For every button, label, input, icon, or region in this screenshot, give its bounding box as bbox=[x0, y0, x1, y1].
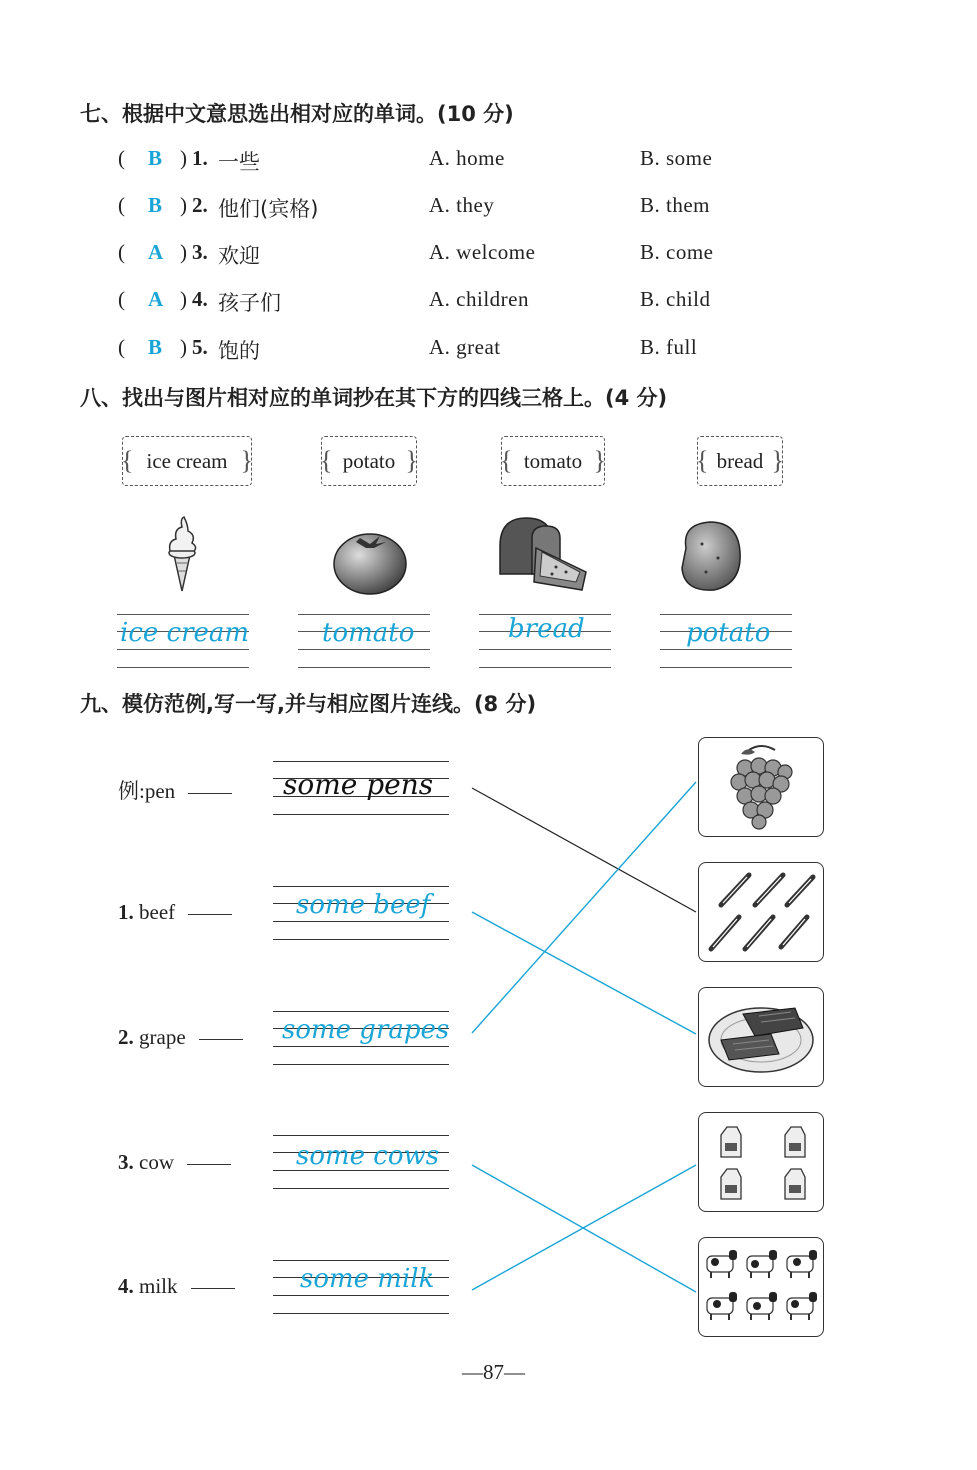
item-label: 3. cow bbox=[118, 1150, 231, 1175]
section7-heading: 七、根据中文意思选出相对应的单词。(10 分) bbox=[80, 102, 514, 126]
handwritten-answer: bread bbox=[508, 614, 585, 644]
beef-icon bbox=[699, 988, 823, 1086]
handwritten-answer: some milk bbox=[300, 1264, 435, 1294]
handwritten-answer: some grapes bbox=[282, 1015, 450, 1045]
handwritten-answer: potato bbox=[686, 618, 771, 648]
handwritten-answer: some cows bbox=[296, 1141, 440, 1171]
example-label: 例:pen bbox=[118, 775, 232, 805]
match-line-grape bbox=[472, 782, 696, 1033]
word-box-ice-cream: { ice cream } bbox=[122, 436, 252, 486]
handwritten-answer: some beef bbox=[296, 890, 431, 920]
picture-grapes bbox=[698, 737, 824, 837]
example-match-line bbox=[472, 788, 696, 912]
milk-cartons-icon bbox=[699, 1113, 823, 1211]
word-box-tomato: { tomato } bbox=[501, 436, 605, 486]
example-answer: some pens bbox=[283, 768, 434, 801]
grapes-icon bbox=[699, 738, 823, 836]
answer-letter: A bbox=[148, 287, 164, 311]
answer-letter: B bbox=[148, 193, 163, 217]
picture-pens bbox=[698, 862, 824, 962]
cows-icon bbox=[699, 1238, 823, 1336]
word-box-potato: { potato } bbox=[321, 436, 417, 486]
section8-heading: 八、找出与图片相对应的单词抄在其下方的四线三格上。(4 分) bbox=[80, 386, 668, 410]
handwritten-answer: ice cream bbox=[120, 618, 250, 648]
picture-beef bbox=[698, 987, 824, 1087]
match-line-beef bbox=[472, 912, 696, 1034]
picture-milk bbox=[698, 1112, 824, 1212]
answer-letter: B bbox=[148, 335, 163, 359]
item-label: 4. milk bbox=[118, 1274, 235, 1299]
answer-letter: A bbox=[148, 240, 164, 264]
handwritten-answer: tomato bbox=[322, 618, 415, 648]
answer-letter: B bbox=[148, 146, 163, 170]
item-label: 1. beef bbox=[118, 900, 232, 925]
picture-cows bbox=[698, 1237, 824, 1337]
word-box-bread: { bread } bbox=[697, 436, 783, 486]
item-label: 2. grape bbox=[118, 1025, 243, 1050]
pens-icon bbox=[699, 863, 823, 961]
section9-heading: 九、模仿范例,写一写,并与相应图片连线。(8 分) bbox=[80, 692, 537, 716]
page-number: —87— bbox=[462, 1360, 525, 1384]
